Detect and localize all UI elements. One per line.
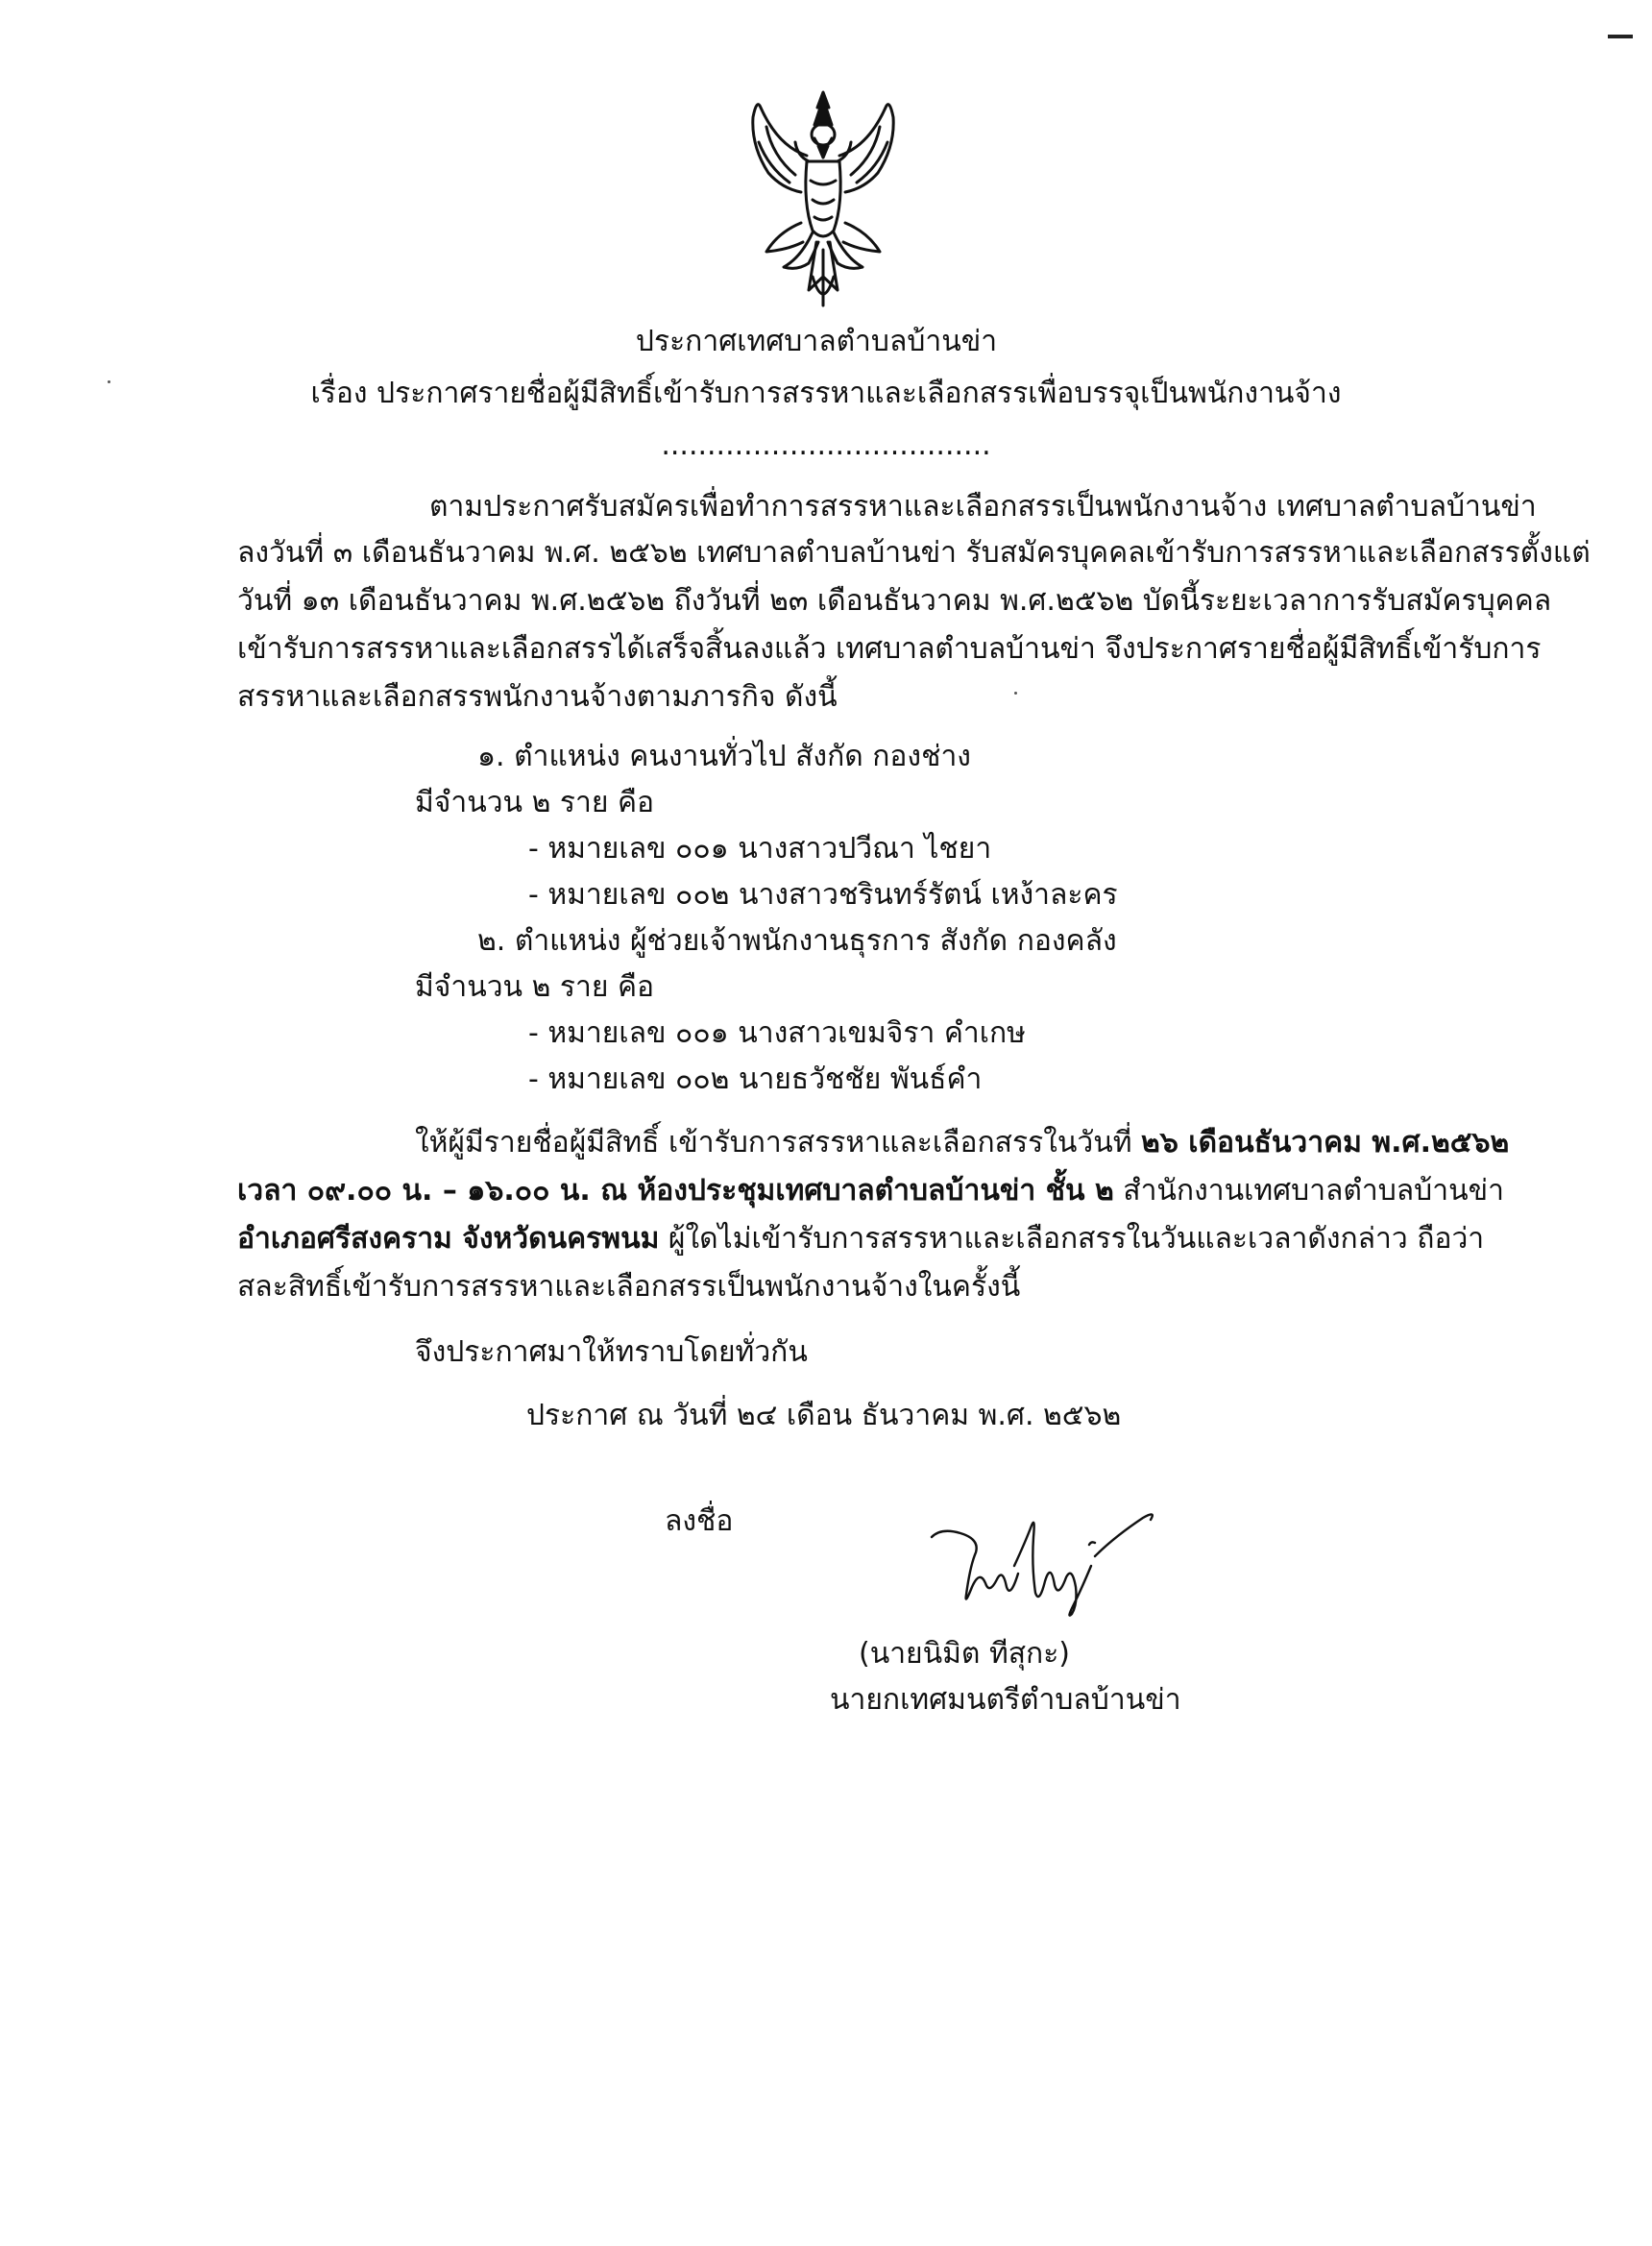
schedule-line-1 (415, 1122, 1510, 1164)
position-2-candidate-1: - หมายเลข ๐๐๑ นางสาวเขมจิรา คำเกษ (528, 1016, 1026, 1050)
schedule-date: ๒๖ เดือนธันวาคม พ.ศ.๒๕๖๒ (1141, 1126, 1510, 1160)
schedule-office: สำนักงานเทศบาลตำบลบ้านข่า (1113, 1174, 1504, 1208)
schedule-notice: ผู้ใดไม่เข้ารับการสรรหาและเลือกสรรในวันและเวลาดังกล่าว ถือว่า (659, 1222, 1485, 1256)
schedule-line-3 (237, 1218, 1485, 1260)
intro-line-5: สรรหาและเลือกสรรพนักงานจ้างตามภารกิจ ดังนี้ (237, 680, 838, 714)
signer-title: นายกเทศมนตรีตำบลบ้านข่า (830, 1683, 1181, 1717)
intro-line-3: วันที่ ๑๓ เดือนธันวาคม พ.ศ.๒๕๖๒ ถึงวันที่ ๒๓ เดือนธันวาคม พ.ศ.๒๕๖๒ บัดนี้ระยะเวลาการรับสมัครบุคคล (237, 584, 1552, 618)
handwritten-signature (922, 1499, 1172, 1623)
sign-label: ลงชื่อ (665, 1504, 734, 1538)
position-1-candidate-2: - หมายเลข ๐๐๒ นางสาวชรินทร์รัตน์ เหง้าละคร (528, 878, 1118, 912)
announcement-date: ประกาศ ณ วันที่ ๒๔ เดือน ธันวาคม พ.ศ. ๒๕๖๒ (526, 1399, 1122, 1432)
position-2-title: ๒. ตำแหน่ง ผู้ช่วยเจ้าพนักงานธุรการ สังกัด กองคลัง (477, 924, 1117, 958)
position-1-title: ๑. ตำแหน่ง คนงานทั่วไป สังกัด กองช่าง (477, 740, 971, 773)
position-1-count: มีจำนวน ๒ ราย คือ (415, 786, 655, 819)
scan-speck (108, 380, 110, 383)
scan-speck (1014, 692, 1017, 695)
intro-line-1: ตามประกาศรับสมัครเพื่อทำการสรรหาและเลือกสรรเป็นพนักงานจ้าง เทศบาลตำบลบ้านข่า (429, 490, 1537, 524)
schedule-time-place: เวลา ๐๙.๐๐ น. – ๑๖.๐๐ น. ณ ห้องประชุมเทศบาลตำบลบ้านข่า ชั้น ๒ (237, 1174, 1114, 1208)
schedule-line-2 (237, 1170, 1504, 1212)
position-2-count: มีจำนวน ๒ ราย คือ (415, 970, 655, 1004)
garuda-emblem-icon (740, 88, 908, 314)
scan-edge-mark (1608, 35, 1633, 38)
intro-line-4: เข้ารับการสรรหาและเลือกสรรได้เสร็จสิ้นลงแล้ว เทศบาลตำบลบ้านข่า จึงประกาศรายชื่อผู้มีสิทธิ์เข้ารับการ (237, 632, 1542, 666)
signer-name: (นายนิมิต ทีสุกะ) (859, 1637, 1071, 1671)
schedule-district: อำเภอศรีสงคราม จังหวัดนครพนม (237, 1222, 660, 1256)
closing-announcement: จึงประกาศมาให้ทราบโดยทั่วกัน (415, 1335, 808, 1369)
schedule-line-1-text: ให้ผู้มีรายชื่อผู้มีสิทธิ์ เข้ารับการสรรหาและเลือกสรรในวันที่ (415, 1126, 1142, 1160)
org-title: ประกาศเทศบาลตำบลบ้านข่า (635, 325, 998, 358)
position-1-candidate-1: - หมายเลข ๐๐๑ นางสาวปวีณา ไชยา (528, 832, 992, 866)
intro-line-2: ลงวันที่ ๓ เดือนธันวาคม พ.ศ. ๒๕๖๒ เทศบาลตำบลบ้านข่า รับสมัครบุคคลเข้ารับการสรรหาและเลือกสรรตั้งแต่ (237, 536, 1591, 570)
schedule-line-4: สละสิทธิ์เข้ารับการสรรหาและเลือกสรรเป็นพนักงานจ้างในครั้งนี้ (237, 1270, 1021, 1304)
subject-line: เรื่อง ประกาศรายชื่อผู้มีสิทธิ์เข้ารับการสรรหาและเลือกสรรเพื่อบรรจุเป็นพนักงานจ้าง (310, 377, 1342, 410)
position-2-candidate-2: - หมายเลข ๐๐๒ นายธวัชชัย พันธ์คำ (528, 1062, 983, 1096)
title-separator: .................................... (661, 428, 991, 462)
